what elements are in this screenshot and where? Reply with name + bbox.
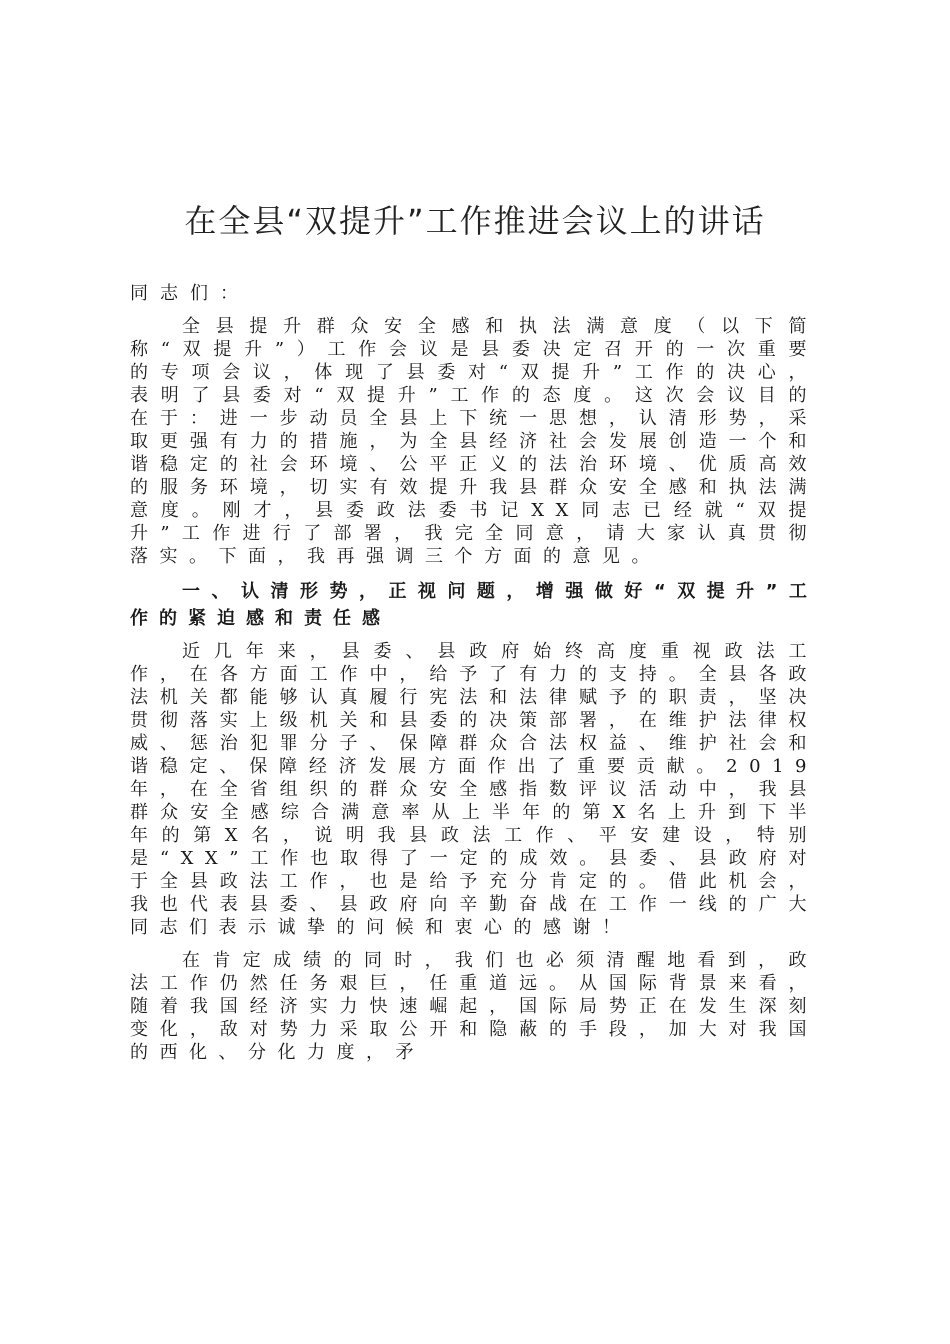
document-body [130, 282, 818, 1074]
intro-paragraph: 全县提升群众安全感和执法满意度（以下简称“双提升”）工作会议是县委决定召开的一次重要的专项会议，体现了县委对“双提升”工作的决心，表明了县委对“双提升”工作的态度。这次会议目的在于：进一步动员全县上下统一思想，认清形势，采取更强有力的措施，为全县经济社会发展创造一个和谐稳定的社会环境、公平正义的法治环境、优质高效的服务环境，切实有效提升我县群众安全感和执法满意度。刚才，县委政法委书记XX同志已经就“双提升”工作进行了部署，我完全同意，请大家认真贯彻落实。下面，我再强调三个方面的意见。 [130, 316, 818, 567]
salutation: 同志们： [130, 283, 250, 304]
section1-paragraph-1: 近几年来，县委、县政府始终高度重视政法工作，在各方面工作中，给予了有力的支持。全县各政法机关都能够认真履行宪法和法律赋予的职责，坚决贯彻落实上级机关和县委的决策部署，在维护法律权威、惩治犯罪分子、保障群众合法权益、维护社会和谐稳定、保障经济发展方面作出了重要贡献。2019年，在全省组织的群众安全感指数评议活动中，我县群众安全感综合满意率从上半年的第X名上升到下半年的第X名，说明我县政法工作、平安建设，特别是“XX”工作也取得了一定的成效。县委、县政府对于全县政法工作，也是给予充分肯定的。借此机会，我也代表县委、县政府向辛勤奋战在工作一线的广大同志们表示诚挚的问候和衷心的感谢！ [130, 641, 818, 938]
section1-paragraph-2: 在肯定成绩的同时，我们也必须清醒地看到，政法工作仍然任务艰巨，任重道远。从国际背景来看，随着我国经济实力快速崛起，国际局势正在发生深刻变化，敌对势力采取公开和隐蔽的手段，加大对我国的西化、分化力度，矛 [130, 950, 818, 1063]
document-title: 在全县“双提升”工作推进会议上的讲话 [184, 202, 766, 240]
section-heading-1: 一、认清形势，正视问题，增强做好“双提升”工作的紧迫感和责任感 [130, 581, 818, 629]
